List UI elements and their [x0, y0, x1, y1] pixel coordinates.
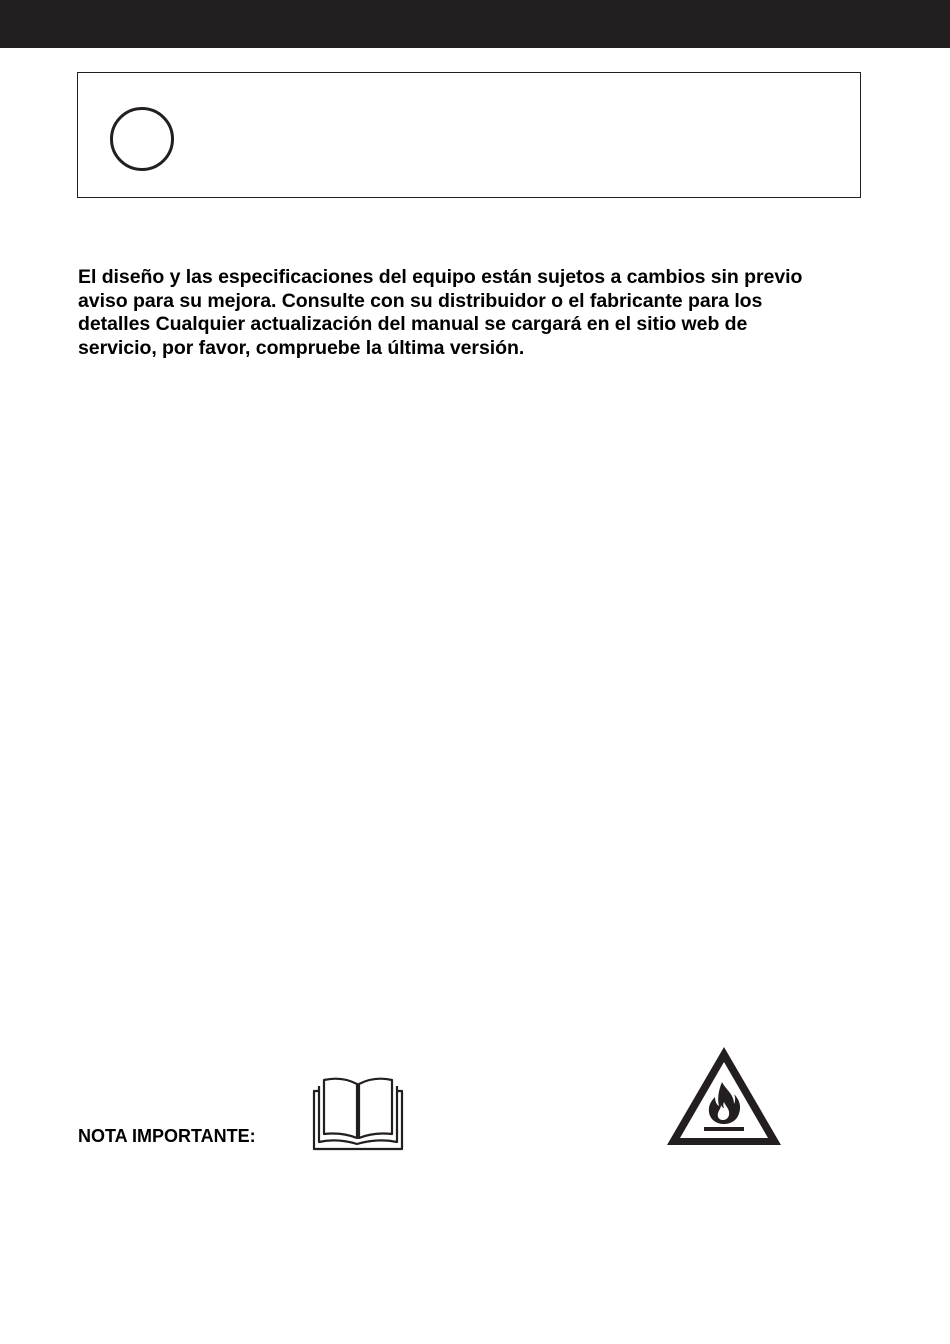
disclaimer-text: El diseño y las especificaciones del equipo están sujetos a cambios sin previo aviso para su mejora. Consulte con su distribuidor o el fabricante para los detalles Cualquier actualización del manual se cargará en el sitio web de servicio, por favor, compruebe la última versión. [78, 266, 803, 359]
header-bar [0, 0, 950, 48]
flammable-warning-icon [664, 1044, 784, 1148]
important-note-label: NOTA IMPORTANTE: [78, 1126, 256, 1146]
book-icon [312, 1076, 404, 1152]
circle-icon [110, 107, 174, 171]
notice-box [77, 72, 861, 198]
